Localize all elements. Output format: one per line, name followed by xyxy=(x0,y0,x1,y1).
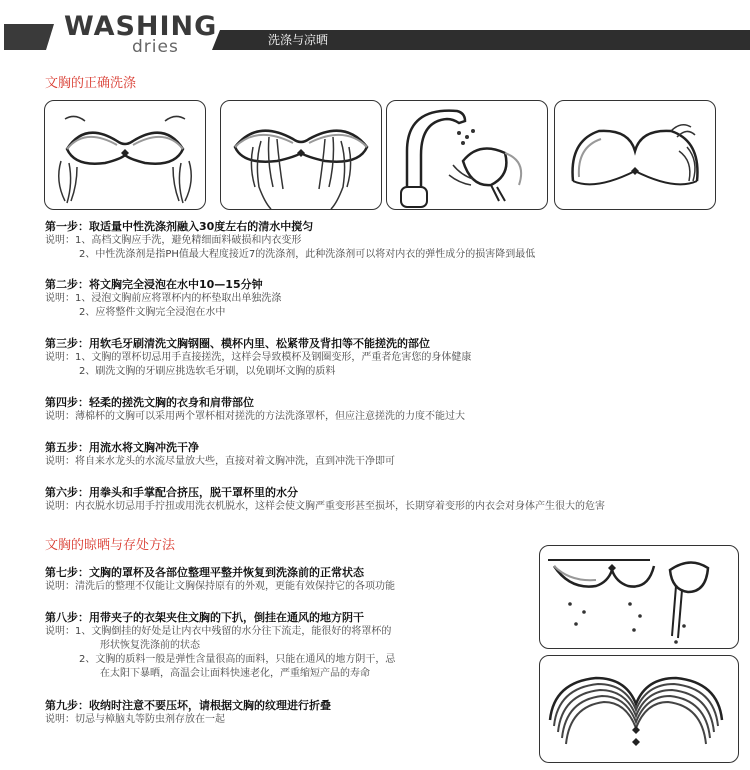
image-folded-storage xyxy=(539,655,739,763)
step-note: 在太阳下暴晒，高温会让面料快速老化，严重缩短产品的寿命 xyxy=(100,668,370,679)
image-step-squeeze xyxy=(554,100,716,210)
step-note: 2、文胸的质料一般是弹性含量很高的面料，只能在通风的地方阴干，忌 xyxy=(79,654,396,665)
step-note: 形状恢复洗涤前的状态 xyxy=(100,640,200,651)
step-note: 2、应将整件文胸完全浸泡在水中 xyxy=(79,307,226,318)
step-4 xyxy=(45,395,465,424)
step-note: 说明：清洗后的整理不仅能让文胸保持原有的外观，更能有效保持它的各项功能 xyxy=(45,581,395,592)
step-title: 第七步：文胸的罩杯及各部位整理平整并恢复到洗涤前的正常状态 xyxy=(45,566,364,579)
step-title: 第二步：将文胸完全浸泡在水中10—15分钟 xyxy=(45,278,263,291)
step-title: 第四步：轻柔的搓洗文胸的衣身和肩带部位 xyxy=(45,396,254,409)
image-hang-dry xyxy=(539,545,739,649)
step-1 xyxy=(45,219,535,262)
step-note: 说明：1、文胸的罩杯切忌用手直接搓洗，这样会导致模杯及钢圈变形，严重者危害您的身体健康 xyxy=(45,352,472,363)
image-step-wash xyxy=(220,100,382,210)
step-note: 说明：切忌与樟脑丸等防虫剂存放在一起 xyxy=(45,714,225,725)
step-note: 说明：1、高档文胸应手洗，避免精细面料破损和内衣变形 xyxy=(45,235,302,246)
bra-squeeze-icon xyxy=(555,101,715,209)
bra-hanging-dry-icon xyxy=(540,546,738,648)
step-title: 第九步：收纳时注意不要压坏，请根据文胸的纹理进行折叠 xyxy=(45,699,331,712)
step-title: 第八步：用带夹子的衣架夹住文胸的下扒，倒挂在通风的地方阴干 xyxy=(45,611,364,624)
step-6 xyxy=(45,485,605,514)
step-note: 2、中性洗涤剂是指PH值最大程度接近7的洗涤剂，此种洗涤剂可以将对内衣的弹性成分的损害降到最低 xyxy=(79,249,536,260)
step-note: 说明：将自来水龙头的水流尽量放大些，直接对着文胸冲洗，直到冲洗干净即可 xyxy=(45,456,395,467)
step-7 xyxy=(45,565,395,594)
step-note: 说明：1、文胸倒挂的好处是让内衣中残留的水分往下流走，能很好的将罩杯的 xyxy=(45,626,392,637)
bra-hands-holding-icon xyxy=(45,101,205,209)
step-note: 说明：内衣脱水切忌用手拧扭或用洗衣机脱水，这样会使文胸严重变形甚至损坏，长期穿着变形的内衣会对身体产生很大的危害 xyxy=(45,501,605,512)
step-note: 说明：1、浸泡文胸前应将罩杯内的杯垫取出单独洗涤 xyxy=(45,293,282,304)
step-8 xyxy=(45,610,395,681)
step-3 xyxy=(45,336,471,379)
slash-stripe-icon xyxy=(4,24,64,50)
bra-hands-washing-icon xyxy=(221,101,381,209)
step-title: 第六步：用拳头和手掌配合挤压，脱干罩杯里的水分 xyxy=(45,486,298,499)
image-step-rinse xyxy=(386,100,548,210)
bra-folded-stack-icon xyxy=(540,656,738,762)
section-title-washing: 文胸的正确洗涤 xyxy=(45,76,137,91)
step-title: 第五步：用流水将文胸冲洗干净 xyxy=(45,441,199,454)
section-title-drying: 文胸的晾晒与存处方法 xyxy=(45,538,176,553)
step-title: 第一步：取适量中性洗涤剂融入30度左右的清水中搅匀 xyxy=(45,220,314,233)
header-subtitle: dries xyxy=(132,37,179,57)
header-bar-label: 洗涤与凉晒 xyxy=(268,33,329,47)
step-title: 第三步：用软毛牙刷清洗文胸钢圈、模杯内里、松紧带及背扣等不能搓洗的部位 xyxy=(45,337,430,350)
header-title: WASHING xyxy=(64,11,218,42)
step-2 xyxy=(45,277,281,320)
header-banner xyxy=(0,0,750,66)
step-note: 说明：薄棉杯的文胸可以采用两个罩杯相对搓洗的方法洗涤罩杯，但应注意搓洗的力度不能过大 xyxy=(45,411,465,422)
step-5 xyxy=(45,440,395,469)
step-9 xyxy=(45,698,331,727)
image-step-hold xyxy=(44,100,206,210)
step-note: 2、刷洗文胸的牙刷应挑选软毛牙刷，以免刷坏文胸的质料 xyxy=(79,366,336,377)
faucet-rinse-icon xyxy=(387,101,547,209)
